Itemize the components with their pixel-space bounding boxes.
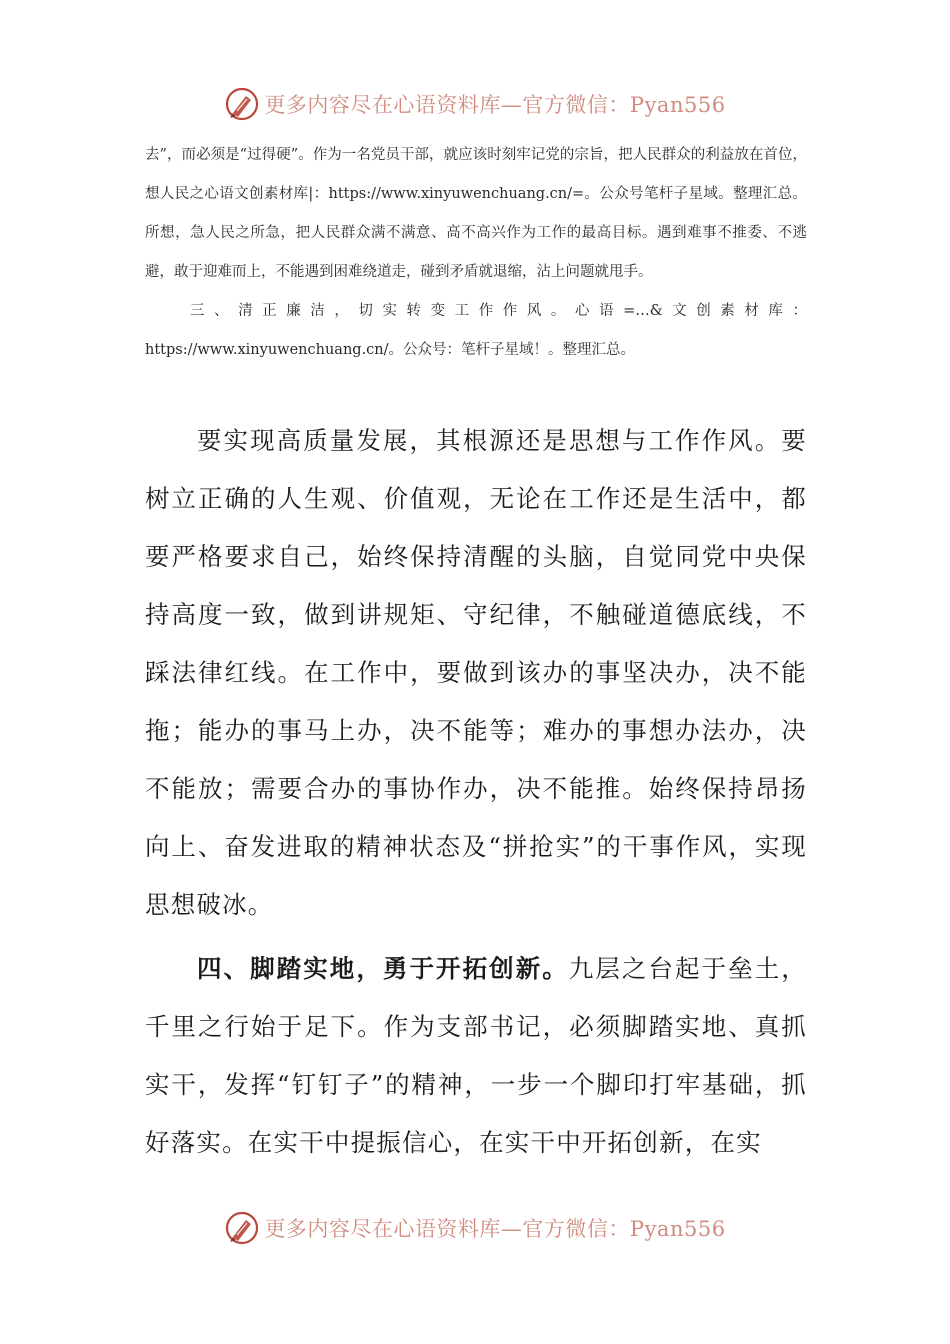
section-four-heading: 四、脚踏实地，勇于开拓创新。 — [197, 954, 569, 983]
paragraph-section-three: 三、清正廉洁，切实转变工作作风。心语=…&文创素材库：https://www.xinyuwenchuang.cn/。公众号：笔杆子星域！。整理汇总。 — [145, 303, 807, 358]
pen-nib-logo-icon — [224, 86, 260, 122]
paragraph-section-four — [145, 940, 807, 1172]
footer-watermark-banner — [0, 1208, 950, 1248]
large-text-section — [145, 412, 807, 1172]
watermark-text: 更多内容尽在心语资料库—官方微信：Pyan556 — [264, 1217, 726, 1241]
paragraph-duty: 去”，而必须是“过得硬”。作为一名党员干部，就应该时刻牢记党的宗旨，把人民群众的利益放在首位，想人民之心语文创素材库|：https://www.xinyuwenchuang.cn/=。公众号笔杆子星域。整理汇总。所想，急人民之所急，把人民群众满不满意、高不高兴作为工作的最高目标。遇到难事不推委、不逃避，敢于迎难而上，不能遇到困难绕道走，碰到矛盾就退缩，沾上问题就甩手。 — [145, 147, 807, 280]
paragraph-work-style: 要实现高质量发展，其根源还是思想与工作作风。要树立正确的人生观、价值观，无论在工作还是生活中，都要严格要求自己，始终保持清醒的头脑，自觉同党中央保持高度一致，做到讲规矩、守纪律，不触碰道德底线，不踩法律红线。在工作中，要做到该办的事坚决办，决不能拖；能办的事马上办，决不能等；难办的事想办法办，决不能放；需要合办的事协作办，决不能推。始终保持昂扬向上、奋发进取的精神状态及“拼抢实”的干事作风，实现思想破冰。 — [145, 426, 807, 919]
watermark-text: 更多内容尽在心语资料库—官方微信：Pyan556 — [264, 93, 726, 117]
small-text-section — [145, 136, 807, 370]
header-watermark-banner — [0, 84, 950, 124]
section-four-body: 九层之台起于垒土，千里之行始于足下。作为支部书记，必须脚踏实地、真抓实干，发挥“钉钉子”的精神，一步一个脚印打牢基础，抓好落实。在实干中提振信心，在实干中开拓创新，在实 — [145, 954, 807, 1157]
pen-nib-logo-icon — [224, 1210, 260, 1246]
